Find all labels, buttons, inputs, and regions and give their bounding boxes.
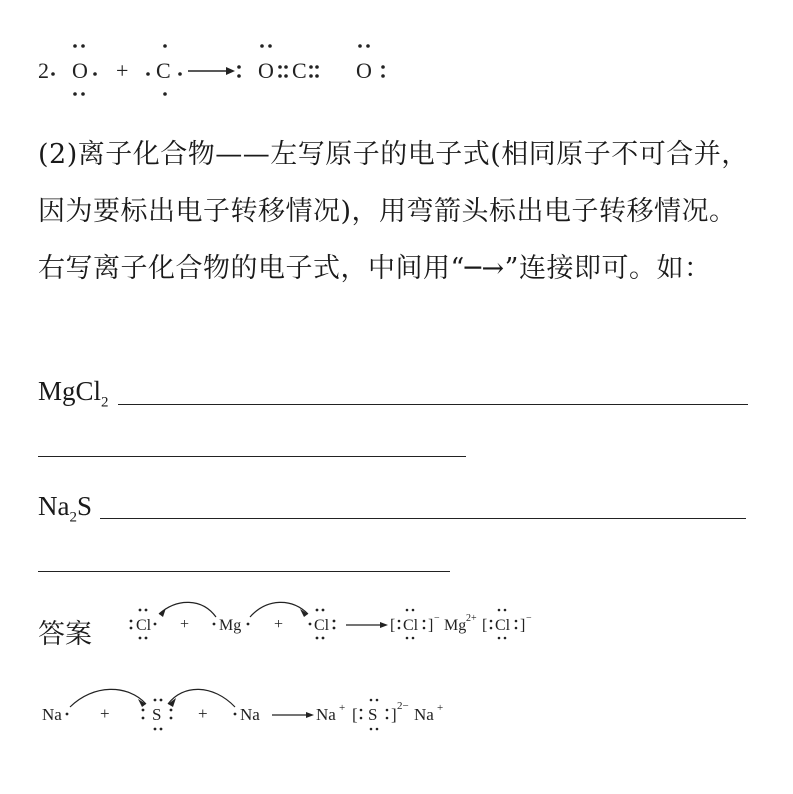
cl-ion-right: Cl [495,617,511,634]
product-carbon: C [292,58,307,83]
mgcl2-subscript: 2 [101,394,109,411]
coefficient: 2 [38,58,49,83]
na2s-subscript: 2 [69,509,77,526]
na-ion-left: Na [316,705,336,724]
mg-atom: Mg [219,617,242,634]
na-ion-right: Na [414,705,434,724]
cl-atom-right: Cl [314,617,330,634]
answer-blank-line [38,456,466,457]
na2s-formula-s: S [76,491,93,521]
svg-text:]: ] [520,617,526,634]
mg-ion: Mg [444,617,467,634]
na2s-formula-na: Na [38,491,70,521]
na-atom-right: Na [240,705,260,724]
s-ion: S [368,705,378,724]
cl-ion-charge: − [526,613,532,624]
oxygen-atom: O [72,58,88,83]
answer-equation-mgcl2 [122,592,562,652]
na-atom-left: Na [42,705,62,724]
question-na2s [38,491,92,526]
svg-text:[: [ [352,705,358,724]
answer-label: 答案 [38,619,92,650]
product-oxygen-1: O [258,58,274,83]
cl-ion-left: Cl [403,617,419,634]
svg-text:]: ] [391,705,397,724]
top-equation [30,30,410,105]
plus-sign: + [100,704,110,723]
plus-sign: + [274,616,284,633]
carbon-atom: C [156,58,171,83]
paragraph-text: (2)离子化合物——左写原子的电子式(相同原子不可合并，因为要标出电子转移情况)，用弯箭头标出电子转移情况。右写离子化合物的电子式，中间用“─→”连接即可。如： [38,139,749,284]
answer-equation-na2s [38,680,478,742]
s-atom: S [152,705,162,724]
na-ion-charge: + [339,702,346,714]
svg-text:]: ] [428,617,434,634]
plus-sign: + [180,616,190,633]
plus-sign: + [198,704,208,723]
answer-blank-line [100,518,746,519]
na-ion-charge: + [437,702,444,714]
mg-ion-charge: 2+ [466,613,477,624]
s-ion-charge: 2− [397,700,409,712]
product-oxygen-2: O [356,58,372,83]
svg-text:[: [ [482,617,488,634]
question-mgcl2 [38,376,109,411]
answer-blank-line [38,571,450,572]
plus-sign: + [116,58,129,83]
svg-text:[: [ [390,617,396,634]
mgcl2-formula: MgCl [38,376,102,406]
answer-blank-line [118,404,748,405]
cl-ion-charge: − [434,613,440,624]
cl-atom-left: Cl [136,617,152,634]
